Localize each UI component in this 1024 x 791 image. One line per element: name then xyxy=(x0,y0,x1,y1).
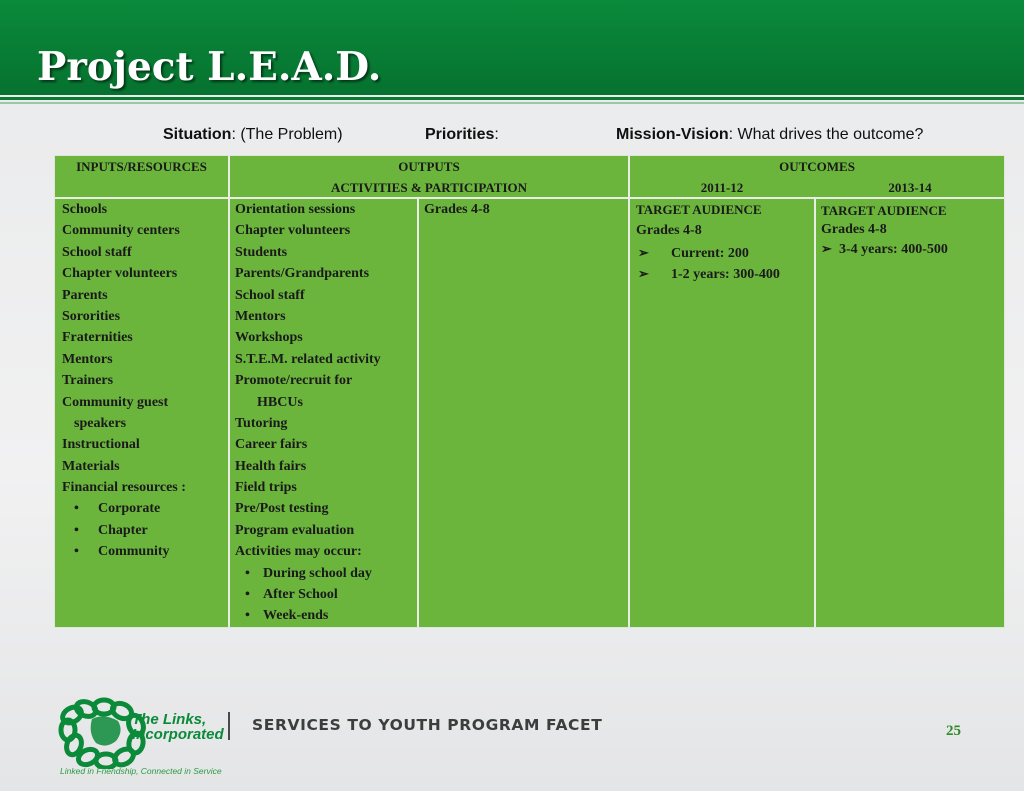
input-item: Community guest xyxy=(62,394,169,410)
outputs-header: OUTPUTS xyxy=(398,159,460,174)
participation-cell xyxy=(424,199,490,220)
mission-heading xyxy=(616,126,923,144)
logo-name-line2: Incorporated xyxy=(132,726,224,743)
column-divider xyxy=(628,156,630,627)
input-item: Sororities xyxy=(62,308,121,324)
header-row-divider xyxy=(55,197,1004,199)
logo-wordmark xyxy=(132,712,224,742)
activity-item: Field trips xyxy=(235,480,297,496)
footer-divider xyxy=(228,712,230,740)
situation-label: Situation xyxy=(163,126,232,143)
schedule-bullet: • Week-ends xyxy=(235,605,381,626)
input-item: Materials xyxy=(62,458,120,474)
banner-rule xyxy=(0,97,1024,100)
inputs-header: INPUTS/RESOURCES xyxy=(76,159,207,174)
mission-label: Mission-Vision xyxy=(616,126,729,143)
funding-bullet: • Corporate xyxy=(62,498,186,519)
activity-item: Students xyxy=(235,244,288,260)
activities-list xyxy=(235,199,381,627)
input-item-continued: speakers xyxy=(74,415,127,431)
activity-item: Orientation sessions xyxy=(235,202,356,217)
input-item: Mentors xyxy=(62,351,113,367)
input-item: Parents xyxy=(62,287,108,303)
activity-item-continued: HBCUs xyxy=(257,394,303,410)
funding-bullet: • Community xyxy=(62,541,186,562)
activity-item: Health fairs xyxy=(235,458,307,474)
schedule-bullet: • During school day xyxy=(235,563,381,584)
logo-name-line1: The Links, xyxy=(132,711,207,728)
activity-item: Workshops xyxy=(235,330,303,346)
target-audience-label: TARGET AUDIENCE xyxy=(821,203,947,218)
input-item: Trainers xyxy=(62,373,114,389)
activity-item: Mentors xyxy=(235,308,286,324)
outputs-subheader: ACTIVITIES & PARTICIPATION xyxy=(330,180,527,195)
activity-item: Career fairs xyxy=(235,437,308,453)
year-2011-header: 2011-12 xyxy=(700,180,744,195)
banner-rule-light xyxy=(0,102,1024,104)
activity-item: Tutoring xyxy=(235,415,288,431)
logo-tagline: Linked in Friendship, Connected in Service xyxy=(60,766,222,776)
grades-label: Grades 4-8 xyxy=(821,222,887,237)
activity-item: Chapter volunteers xyxy=(235,223,351,239)
activity-item: Pre/Post testing xyxy=(235,501,329,517)
audience-arrow-item: ➢ 3-4 years: 400-500 xyxy=(821,239,948,259)
activity-item: Activities may occur: xyxy=(235,544,362,560)
priorities-heading xyxy=(425,126,499,144)
situation-heading xyxy=(163,126,343,144)
priorities-text: : xyxy=(494,126,499,143)
input-item: Community centers xyxy=(62,223,180,239)
column-divider xyxy=(417,198,419,627)
logic-model-table xyxy=(54,155,1005,628)
page-number: 25 xyxy=(946,723,961,739)
inputs-list xyxy=(62,199,186,563)
slide-title: Project L.E.A.D. xyxy=(37,44,382,90)
target-audience-label: TARGET AUDIENCE xyxy=(636,202,762,217)
priorities-label: Priorities xyxy=(425,126,495,143)
program-facet-label: SERVICES TO YOUTH PROGRAM FACET xyxy=(252,716,603,734)
activity-item: S.T.E.M. related activity xyxy=(235,351,381,367)
schedule-bullet: • After School xyxy=(235,584,381,605)
outcomes-header: OUTCOMES xyxy=(779,159,855,174)
outcome-2011-cell xyxy=(636,199,780,285)
input-item: Fraternities xyxy=(62,330,133,346)
audience-arrow-item: ➢ 1-2 years: 300-400 xyxy=(636,263,780,284)
activity-item: School staff xyxy=(235,287,305,303)
input-item: Financial resources : xyxy=(62,480,186,496)
column-divider xyxy=(814,198,816,627)
outcome-2013-cell xyxy=(821,201,948,259)
input-item: School staff xyxy=(62,244,132,260)
activity-item: Program evaluation xyxy=(235,522,355,538)
audience-arrow-item: ➢ Current: 200 xyxy=(636,242,780,263)
year-2013-header: 2013-14 xyxy=(888,180,932,195)
input-item: Chapter volunteers xyxy=(62,266,178,282)
situation-text: : (The Problem) xyxy=(231,126,343,143)
activity-item: Promote/recruit for xyxy=(235,373,353,389)
input-item: Instructional xyxy=(62,437,140,453)
column-divider xyxy=(228,156,230,627)
activity-item: Parents/Grandparents xyxy=(235,266,370,282)
funding-bullet: • Chapter xyxy=(62,520,186,541)
participation-grades: Grades 4-8 xyxy=(424,202,490,217)
mission-text: : What drives the outcome? xyxy=(728,126,924,143)
input-item: Schools xyxy=(62,202,108,217)
grades-label: Grades 4-8 xyxy=(636,223,702,239)
